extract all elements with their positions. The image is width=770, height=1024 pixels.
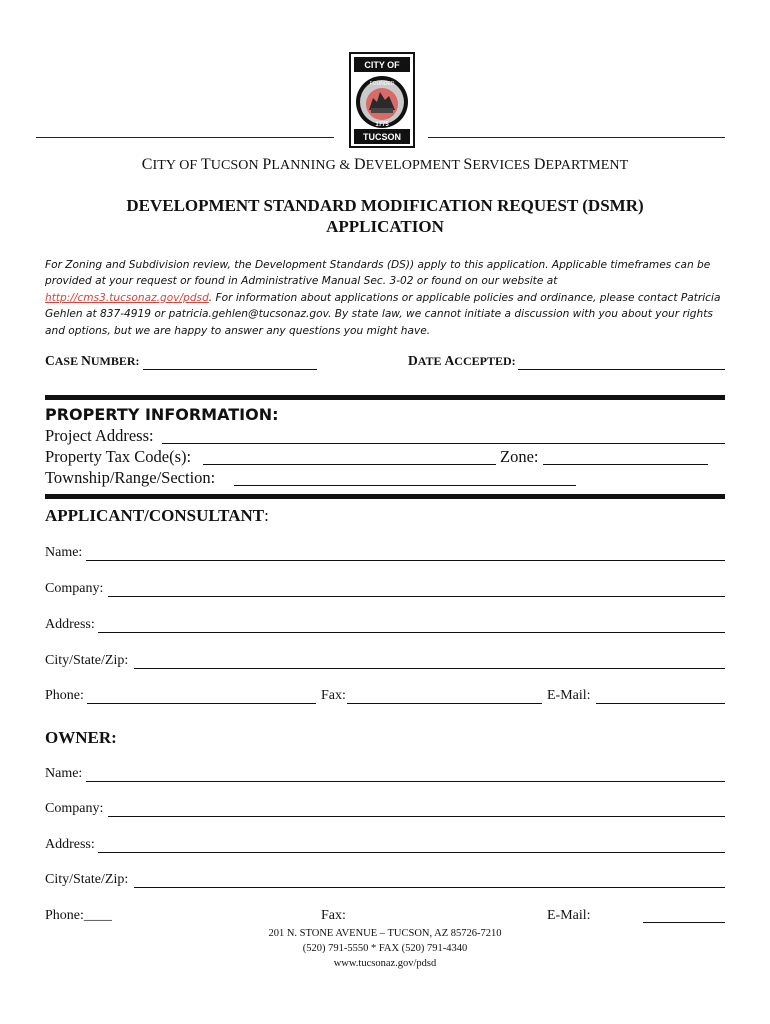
applicant-company-field[interactable] bbox=[108, 596, 725, 597]
applicant-city-field[interactable] bbox=[134, 668, 725, 669]
property-info-heading: PROPERTY INFORMATION: bbox=[45, 405, 279, 424]
owner-name-label: Name: bbox=[45, 766, 83, 781]
department-name: CITY OF TUCSON PLANNING & DEVELOPMENT SERVICES DEPARTMENT bbox=[141, 156, 629, 173]
owner-city-label: City/State/Zip: bbox=[45, 872, 129, 887]
logo-text-bottom: TUCSON bbox=[363, 132, 401, 142]
case-number-field[interactable] bbox=[143, 369, 317, 370]
project-address-field[interactable] bbox=[162, 443, 725, 444]
section-divider-2 bbox=[45, 494, 725, 499]
owner-address-field[interactable] bbox=[98, 852, 725, 853]
project-address-label: Project Address: bbox=[45, 426, 154, 445]
zone-label: Zone: bbox=[500, 447, 539, 466]
owner-email-field[interactable] bbox=[643, 922, 725, 923]
owner-name-field[interactable] bbox=[86, 781, 725, 782]
logo-text-founded: FOUNDED bbox=[369, 81, 395, 87]
date-accepted-field[interactable] bbox=[518, 369, 725, 370]
form-title: DEVELOPMENT STANDARD MODIFICATION REQUEST (DSMR) bbox=[126, 196, 644, 215]
owner-heading: OWNER: bbox=[45, 728, 117, 747]
applicant-fax-field[interactable] bbox=[347, 703, 542, 704]
pdsd-website-link[interactable]: http://cms3.tucsonaz.gov/pdsd bbox=[45, 291, 209, 304]
date-accepted-label: DATE ACCEPTED: bbox=[408, 353, 516, 368]
applicant-company-label: Company: bbox=[45, 581, 104, 596]
city-seal-icon bbox=[349, 52, 415, 148]
applicant-heading: APPLICANT/CONSULTANT: bbox=[45, 506, 269, 525]
logo-text-year: 1775 bbox=[375, 122, 389, 128]
applicant-email-label: E-Mail: bbox=[547, 688, 591, 703]
applicant-phone-field[interactable] bbox=[87, 703, 316, 704]
owner-phone-label: Phone:____ bbox=[45, 908, 112, 923]
owner-company-label: Company: bbox=[45, 801, 104, 816]
owner-email-label: E-Mail: bbox=[547, 908, 591, 923]
case-number-label: CASE NUMBER: bbox=[45, 353, 140, 368]
owner-address-label: Address: bbox=[45, 837, 95, 852]
owner-company-field[interactable] bbox=[108, 816, 725, 817]
tax-code-label: Property Tax Code(s): bbox=[45, 447, 192, 466]
township-range-section-label: Township/Range/Section: bbox=[45, 468, 216, 487]
footer-contact bbox=[0, 926, 770, 971]
owner-city-field[interactable] bbox=[134, 887, 725, 888]
applicant-fax-label: Fax: bbox=[321, 688, 346, 703]
applicant-email-field[interactable] bbox=[596, 703, 725, 704]
applicant-address-label: Address: bbox=[45, 617, 95, 632]
section-divider bbox=[45, 395, 725, 400]
header-left-rule bbox=[36, 137, 334, 138]
zone-field[interactable] bbox=[543, 464, 708, 465]
applicant-city-label: City/State/Zip: bbox=[45, 653, 129, 668]
footer-phone-fax: (520) 791-5550 * FAX (520) 791-4340 bbox=[302, 943, 468, 954]
footer-address: 201 N. STONE AVENUE – TUCSON, AZ 85726-7210 bbox=[268, 928, 502, 939]
header-right-rule bbox=[428, 137, 725, 138]
applicant-name-label: Name: bbox=[45, 545, 83, 560]
township-range-section-field[interactable] bbox=[234, 485, 576, 486]
applicant-phone-label: Phone: bbox=[45, 688, 84, 703]
applicant-name-field[interactable] bbox=[86, 560, 725, 561]
footer-website: www.tucsonaz.gov/pdsd bbox=[333, 958, 437, 969]
form-title-line2: APPLICATION bbox=[326, 217, 444, 236]
owner-fax-label: Fax: bbox=[321, 908, 346, 923]
logo-text-top: CITY OF bbox=[364, 60, 400, 70]
applicant-address-field[interactable] bbox=[98, 632, 725, 633]
tax-code-field[interactable] bbox=[203, 464, 496, 465]
intro-paragraph: For Zoning and Subdivision review, the Development Standards (DS)) apply to this application. Applicable timeframes can be provided at your request or found in Administrative Manual Sec. 3-02 or found on our website at http://cms3.tucsonaz.gov/pdsd. For information about applications or applicable policies and ordinance, please contact Patricia Gehlen at 837-4919 or patricia.gehlen@tucsonaz.gov. By state law, we cannot initiate a discussion with you about your rights and options, but we are happy to answer any questions you might have. bbox=[45, 259, 721, 337]
